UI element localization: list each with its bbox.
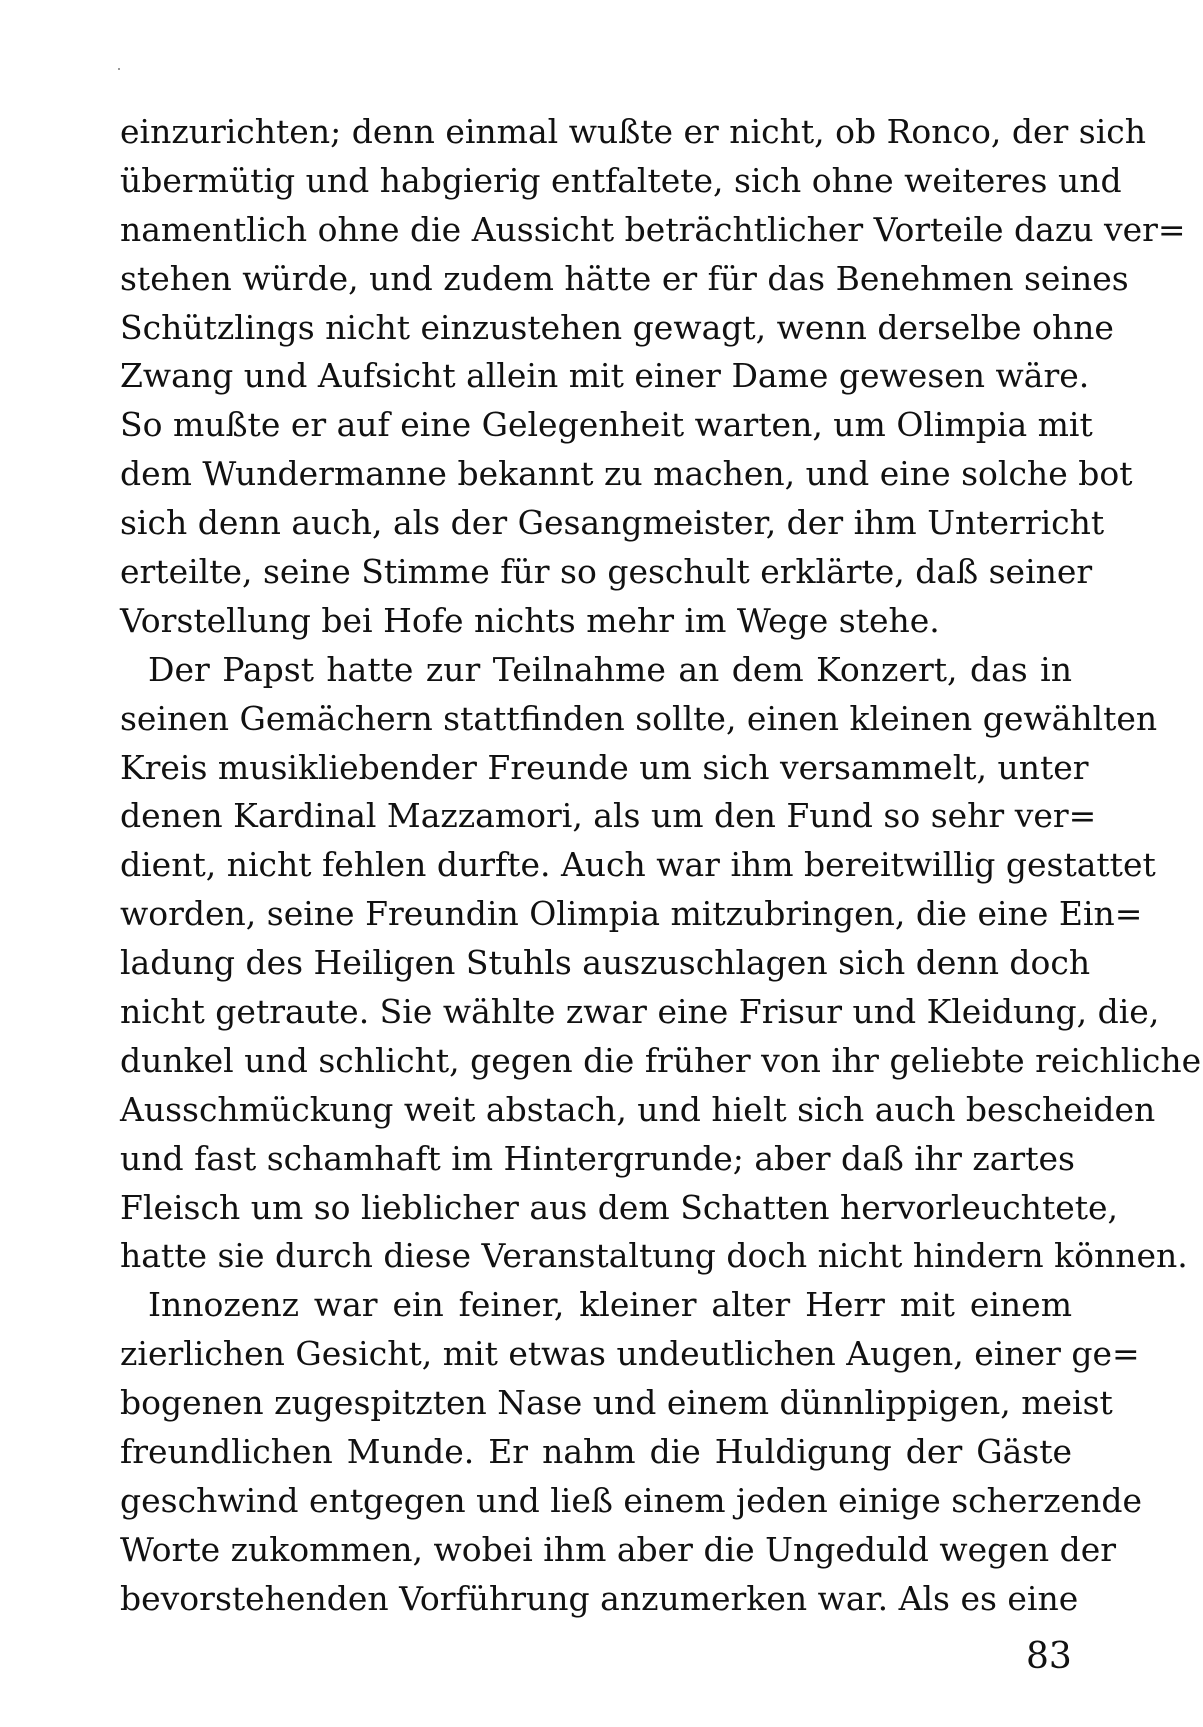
text-line: So mußte er auf eine Gelegenheit warten, um Olimpia mit [120,405,1093,445]
text-line: einzurichten; denn einmal wußte er nicht, ob Ronco, der sich [120,112,1147,151]
text-line: bogenen zugespitzten Nase und einem dünnlippigen, meist [120,1383,1113,1423]
paragraph-end-line: Vorstellung bei Hofe nichts mehr im Wege stehe. [120,600,940,640]
paragraph-start-line: Der Papst hatte zur Teilnahme an dem Konzert, das in [148,649,1072,689]
text-line: Zwang und Aufsicht allein mit einer Dame gewesen wäre. [120,356,1090,396]
text-line: bevorstehenden Vorführung anzumerken war. Als es eine [120,1578,1079,1618]
text-line: Worte zukommen, wobei ihm aber die Ungeduld wegen der [120,1529,1117,1569]
text-line: freundlichen Munde. Er nahm die Huldigung der Gäste [120,1432,1072,1472]
text-line: dem Wundermanne bekannt zu machen, und eine solche bot [120,454,1133,494]
text-line: Fleisch um so lieblicher aus dem Schatten hervorleuchtete, [120,1187,1119,1227]
text-line: sich denn auch, als der Gesangmeister, der ihm Unterricht [120,503,1105,543]
text-line: erteilte, seine Stimme für so geschult erklärte, daß seiner [120,552,1093,592]
page-number: 83 [1026,1636,1072,1677]
text-line: und fast schamhaft im Hintergrunde; aber daß ihr zartes [120,1138,1075,1178]
text-line: worden, seine Freundin Olimpia mitzubringen, die eine Ein= [120,894,1143,934]
text-line: denen Kardinal Mazzamori, als um den Fund so sehr ver= [120,796,1097,836]
text-line: namentlich ohne die Aussicht beträchtlicher Vorteile dazu ver= [120,209,1186,249]
text-line: zierlichen Gesicht, mit etwas undeutlichen Augen, einer ge= [120,1334,1140,1374]
text-line: dunkel und schlicht, gegen die früher von ihr geliebte reichliche [120,1040,1202,1080]
text-line: seinen Gemächern stattfinden sollte, einen kleinen gewählten [120,698,1158,738]
text-line: Ausschmückung weit abstach, und hielt sich auch bescheiden [120,1089,1156,1129]
text-line: übermütig und habgierig entfaltete, sich ohne weiteres und [120,160,1122,200]
text-line: Kreis musikliebender Freunde um sich versammelt, unter [120,747,1089,787]
text-line: Schützlings nicht einzustehen gewagt, wenn derselbe ohne [120,307,1114,347]
paragraph-start-line: Innozenz war ein feiner, kleiner alter Herr mit einem [148,1285,1072,1325]
text-line: dient, nicht fehlen durfte. Auch war ihm bereitwillig gestattet [120,845,1156,885]
scan-speck [118,68,120,70]
text-line: geschwind entgegen und ließ einem jeden einige scherzende [120,1480,1143,1520]
text-line: ladung des Heiligen Stuhls auszuschlagen sich denn doch [120,943,1091,983]
text-line: nicht getraute. Sie wählte zwar eine Frisur und Kleidung, die, [120,992,1160,1032]
text-line: stehen würde, und zudem hätte er für das Benehmen seines [120,258,1129,298]
body-text [120,108,1202,1624]
paragraph-end-line: hatte sie durch diese Veranstaltung doch nicht hindern können. [120,1236,1188,1276]
